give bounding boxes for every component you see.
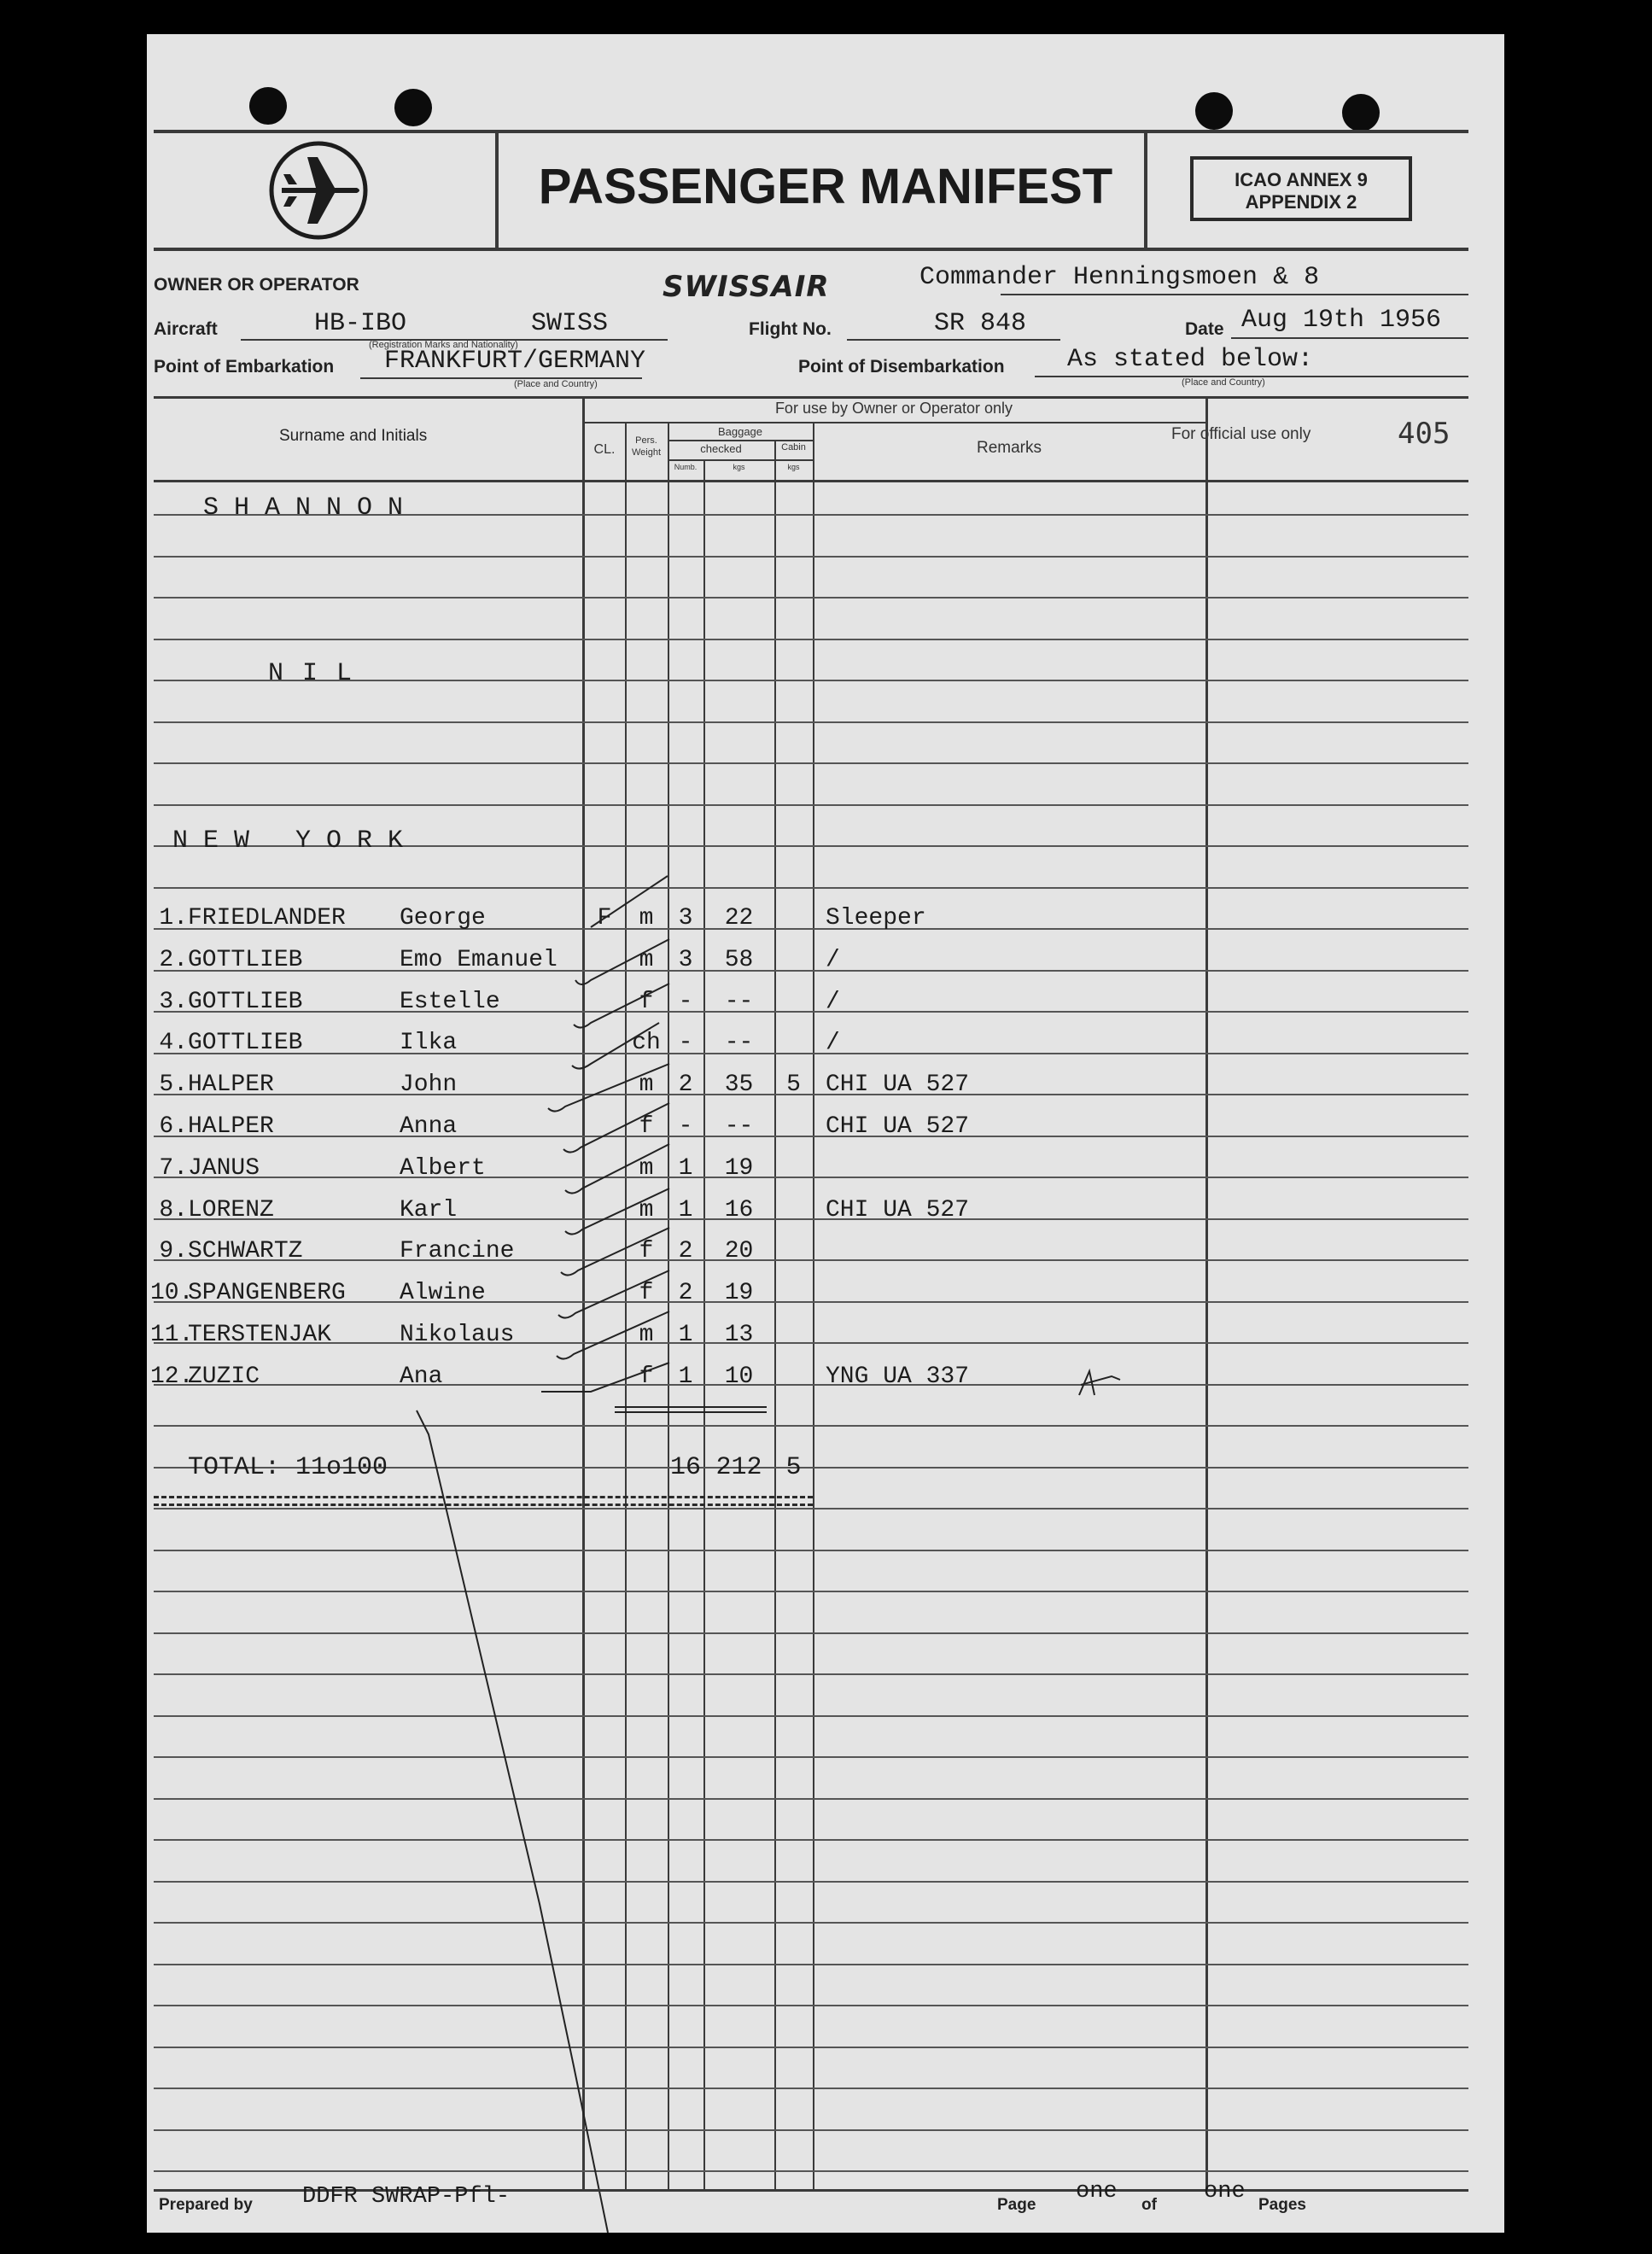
passenger-remarks: / (826, 946, 840, 973)
baggage-kgs: 35 (724, 1072, 754, 1099)
page-stamp: 405 (1398, 417, 1451, 451)
baggage-count: - (678, 1030, 693, 1057)
checked-header: checked (700, 442, 742, 455)
cabin-baggage: 5 (786, 1072, 801, 1099)
pages-label: Pages (1258, 2196, 1306, 2214)
embarkation: FRANKFURT/GERMANY (384, 347, 646, 376)
passenger-number: 6. (159, 1113, 188, 1140)
baggage-count: 2 (678, 1072, 693, 1099)
section-nil: NIL (268, 659, 371, 688)
passenger-first-name: Alwine (400, 1280, 486, 1307)
passenger-remarks: Sleeper (826, 905, 926, 931)
passenger-remarks: / (826, 1030, 840, 1057)
passenger-first-name: Estelle (400, 988, 500, 1015)
baggage-kgs: 10 (724, 1363, 754, 1390)
total-cabin: 5 (785, 1453, 802, 1482)
passenger-number: 10. (150, 1280, 194, 1307)
flight-label: Flight No. (749, 319, 832, 339)
surname-header: Surname and Initials (279, 427, 428, 445)
baggage-count: 3 (678, 905, 693, 931)
baggage-count: 1 (678, 1154, 693, 1182)
passenger-first-name: George (400, 905, 486, 931)
passenger-first-name: Albert (400, 1154, 486, 1182)
date-label: Date (1185, 319, 1224, 339)
baggage-count: 2 (678, 1280, 693, 1307)
page-label: Page (997, 2196, 1036, 2214)
baggage-kgs: 22 (724, 905, 754, 931)
baggage-kgs: -- (724, 1030, 754, 1057)
passenger-first-name: Ana (400, 1363, 443, 1390)
passenger-number: 1. (159, 905, 188, 931)
baggage-count: 1 (678, 1363, 693, 1390)
passenger-first-name: Emo Emanuel (400, 946, 557, 973)
icao-appendix: APPENDIX 2 (1245, 191, 1357, 213)
passenger-number: 5. (159, 1072, 188, 1099)
passenger-remarks: YNG UA 337 (826, 1363, 970, 1390)
registration-caption: (Registration Marks and Nationality) (369, 340, 518, 350)
numb-header: Numb. (674, 463, 698, 471)
total-underline (154, 1496, 813, 1506)
registration: HB-IBO (314, 309, 407, 338)
passenger-number: 7. (159, 1154, 188, 1182)
passenger-first-name: Karl (400, 1196, 458, 1223)
disembarkation: As stated below: (1067, 345, 1314, 374)
passenger-weight-code: f (639, 1238, 654, 1265)
disembark-caption: (Place and Country) (1182, 377, 1265, 388)
passenger-remarks: CHI UA 527 (826, 1196, 970, 1223)
passenger-weight-code: m (639, 905, 654, 931)
passenger-weight-code: f (639, 1363, 654, 1390)
passenger-number: 9. (159, 1238, 188, 1265)
section-shannon: SHANNON (203, 493, 419, 523)
passenger-first-name: Anna (400, 1113, 458, 1140)
passenger-weight-code: m (639, 1072, 654, 1099)
passenger-first-name: Nikolaus (400, 1322, 515, 1348)
baggage-count: 1 (678, 1196, 693, 1223)
weight-header: Weight (631, 447, 662, 458)
passenger-remarks: / (826, 988, 840, 1015)
date: Aug 19th 1956 (1241, 306, 1442, 335)
passenger-weight-code: m (639, 1154, 654, 1182)
baggage-kgs: 16 (724, 1196, 754, 1223)
cabin-kgs-header: kgs (787, 463, 800, 471)
total-kgs: 212 (715, 1453, 762, 1482)
manifest-sheet (147, 34, 1504, 2233)
page-title: PASSENGER MANIFEST (538, 159, 1113, 214)
passenger-first-name: John (400, 1072, 458, 1099)
baggage-kgs: 13 (724, 1322, 754, 1348)
passenger-surname: JANUS (188, 1154, 260, 1182)
baggage-count: - (678, 1113, 693, 1140)
passenger-first-name: Ilka (400, 1030, 458, 1057)
total-label: TOTAL: 11o100 (188, 1453, 388, 1482)
passenger-weight-code: m (639, 1322, 654, 1348)
owner-use-header: For use by Owner or Operator only (774, 400, 1013, 417)
cabin-header: Cabin (781, 442, 806, 453)
icao-annex: ICAO ANNEX 9 (1235, 169, 1368, 190)
owner-label: OWNER OR OPERATOR (154, 275, 359, 295)
aircraft-label: Aircraft (154, 319, 218, 339)
of-label: of (1141, 2196, 1157, 2214)
baggage-header: Baggage (717, 425, 763, 438)
passenger-surname: FRIEDLANDER (188, 905, 346, 931)
baggage-count: 2 (678, 1238, 693, 1265)
embark-caption: (Place and Country) (514, 379, 598, 389)
passenger-number: 12. (150, 1363, 194, 1390)
prepared-by: DDFR SWRAP-Pfl- (302, 2184, 511, 2210)
passenger-number: 2. (159, 946, 188, 973)
cl-header: CL. (593, 442, 616, 457)
baggage-count: 3 (678, 946, 693, 973)
commander: Commander Henningsmoen & 8 (919, 263, 1320, 292)
passenger-number: 4. (159, 1030, 188, 1057)
passenger-surname: SPANGENBERG (188, 1280, 346, 1307)
passenger-surname: LORENZ (188, 1196, 274, 1223)
passenger-number: 3. (159, 988, 188, 1015)
passenger-weight-code: m (639, 946, 654, 973)
baggage-kgs: 19 (724, 1154, 754, 1182)
baggage-kgs: 19 (724, 1280, 754, 1307)
passenger-first-name: Francine (400, 1238, 515, 1265)
total-numb: 16 (669, 1453, 701, 1482)
passenger-surname: GOTTLIEB (188, 1030, 303, 1057)
passenger-remarks: CHI UA 527 (826, 1113, 970, 1140)
page-total: one (1204, 2179, 1246, 2204)
passenger-surname: GOTTLIEB (188, 946, 303, 973)
embark-label: Point of Embarkation (154, 357, 335, 377)
checkmark-strokes (147, 34, 1504, 2233)
swissair-logo: SWISSAIR (663, 270, 830, 304)
section-new-york: NEW YORK (172, 826, 419, 855)
passenger-remarks: CHI UA 527 (826, 1072, 970, 1099)
pers-header: Pers. (635, 435, 657, 446)
kgs-header: kgs (733, 463, 745, 471)
passenger-weight-code: f (639, 988, 654, 1015)
baggage-kgs: -- (724, 1113, 754, 1140)
passenger-number: 8. (159, 1196, 188, 1223)
passenger-surname: ZUZIC (188, 1363, 260, 1390)
baggage-kgs: 58 (724, 946, 754, 973)
passenger-weight-code: f (639, 1113, 654, 1140)
prepared-label: Prepared by (159, 2196, 253, 2214)
passenger-number: 11. (150, 1322, 194, 1348)
passenger-weight-code: ch (632, 1030, 661, 1057)
passenger-surname: TERSTENJAK (188, 1322, 332, 1348)
remarks-header: Remarks (976, 439, 1042, 457)
passenger-weight-code: f (639, 1280, 654, 1307)
official-header: For official use only (1171, 425, 1311, 443)
flight-number: SR 848 (934, 309, 1027, 338)
passenger-surname: HALPER (188, 1113, 274, 1140)
passenger-surname: GOTTLIEB (188, 988, 303, 1015)
baggage-count: 1 (678, 1322, 693, 1348)
passenger-surname: SCHWARTZ (188, 1238, 303, 1265)
nationality: SWISS (531, 309, 609, 338)
baggage-kgs: -- (724, 988, 754, 1015)
passenger-weight-code: m (639, 1196, 654, 1223)
baggage-kgs: 20 (724, 1238, 754, 1265)
passenger-class: F (597, 905, 612, 931)
baggage-count: - (678, 988, 693, 1015)
disembark-label: Point of Disembarkation (798, 357, 1005, 377)
passenger-surname: HALPER (188, 1072, 274, 1099)
page-number: one (1076, 2179, 1118, 2204)
